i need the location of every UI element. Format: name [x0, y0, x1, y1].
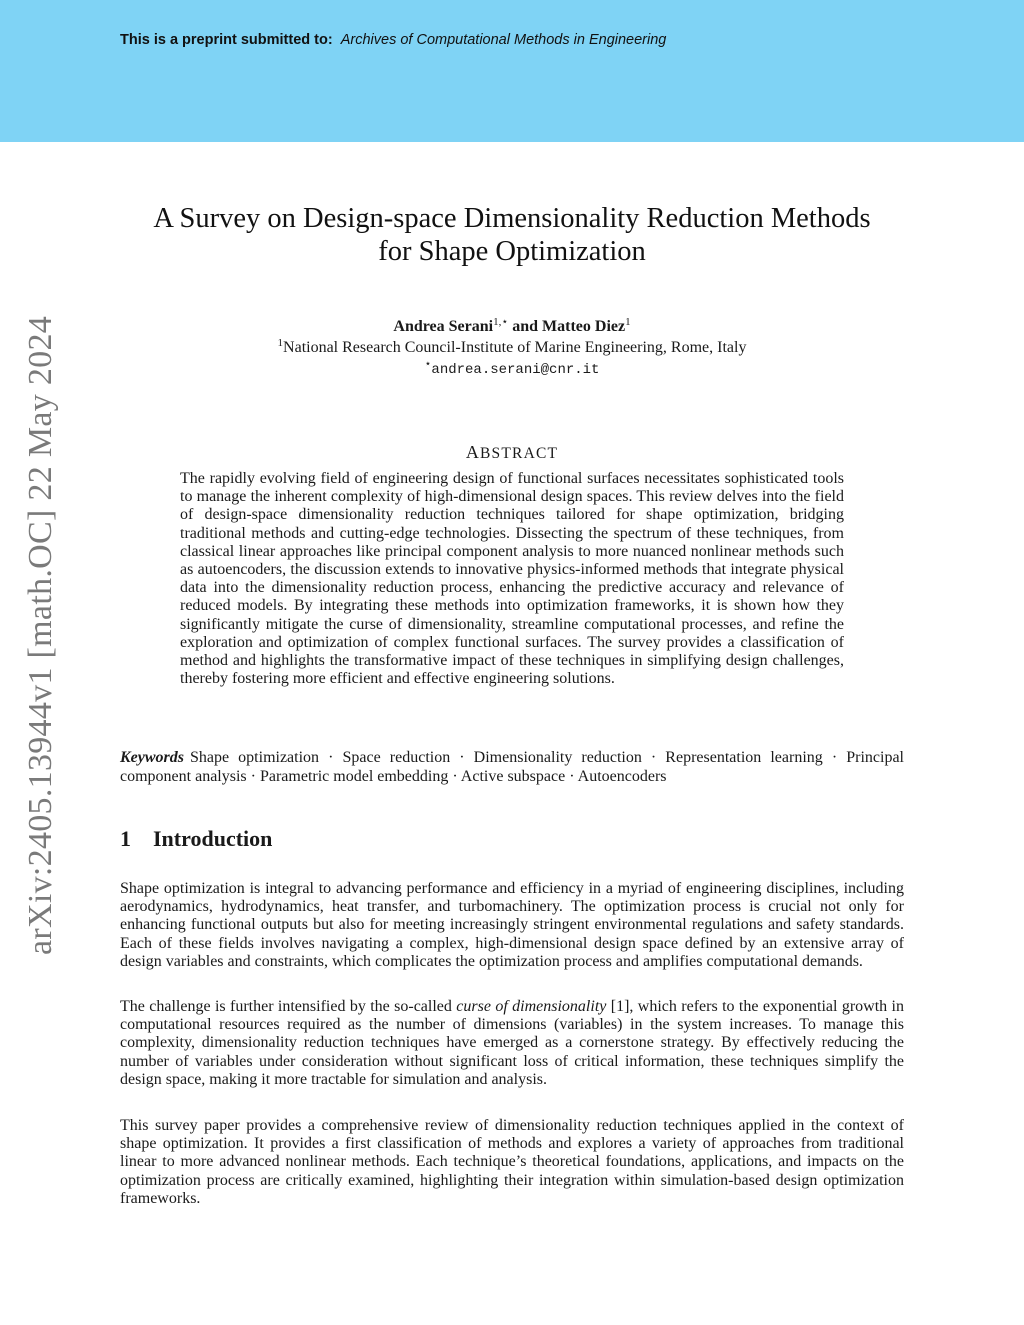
title-line-1: A Survey on Design-space Dimensionality Reduction Methods [153, 203, 871, 234]
author-2-affiliation-mark: 1 [625, 316, 631, 328]
abstract-text: The rapidly evolving field of engineering design of functional surfaces necessitates sophisticated tools to manage the inherent complexity of high-dimensional design spaces. This review delves into the field of design-space dimensionality reduction techniques tailored for shape optimization, bridging traditional methods and cutting-edge technologies. Dissecting the spectrum of these techniques, from classical linear approaches like principal component analysis to more nuanced nonlinear methods such as autoencoders, the discussion extends to innovative physics-informed methods that integrate physical data into the dimensionality reduction process, enhancing the predictive accuracy and relevance of reduced models. By integrating these methods into optimization frameworks, it is shown how they significantly mitigate the curse of dimensionality, streamline computational processes, and refine the exploration and optimization of complex functional surfaces. The survey provides a classification of method and highlights the transformative impact of these techniques in simplifying design challenges, thereby fostering more efficient and effective engineering solutions. [180, 470, 844, 688]
author-conjunction: and [508, 318, 543, 335]
affiliation-text: National Research Council-Institute of Marine Engineering, Rome, Italy [283, 339, 747, 356]
author-block [120, 316, 904, 381]
author-1-affiliation-mark: 1,⋆ [493, 316, 509, 328]
intro-paragraph-3: This survey paper provides a comprehensive review of dimensionality reduction techniques applied in the context of shape optimization. It provides a first classification of methods and explores a variety of approaches from traditional linear to more advanced nonlinear methods. Each technique’s theoretical foundations, applications, and impacts on the optimization process are critically examined, highlighting their integration within simulation-based design optimization frameworks. [120, 1117, 904, 1207]
intro-paragraph-2-end: [1], which refers to the exponential growth in computational resources required as the number of dimensions (variables) in the system increases. To manage this complexity, dimensionality reduction techniques have emerged as a cornerstone strategy. By effectively reducing the number of variables under consideration without significant loss of critical information, these techniques simplify the design space, making it more tractable for simulation and analysis. [120, 998, 904, 1088]
preprint-banner [0, 0, 1024, 142]
section-number: 1 [120, 826, 131, 851]
keywords-label: Keywords [120, 749, 184, 766]
journal-name: Archives of Computational Methods in Engineering [340, 32, 667, 48]
section-title: Introduction [153, 826, 273, 851]
affiliation [120, 337, 904, 358]
abstract-heading-initial: A [465, 442, 481, 462]
curse-of-dimensionality-term: curse of dimensionality [456, 998, 607, 1015]
preprint-notice [120, 32, 666, 48]
arxiv-identifier: arXiv:2405.13944v1 [math.OC] 22 May 2024 [22, 315, 59, 955]
author-1: Andrea Serani [393, 318, 494, 335]
abstract-heading-rest: BSTRACT [480, 445, 559, 462]
contact-email [120, 358, 904, 381]
intro-paragraph-1: Shape optimization is integral to advancing performance and efficiency in a myriad of engineering disciplines, including aerodynamics, hydrodynamics, heat transfer, and turbomachinery. The optimization process is crucial not only for enhancing functional outputs but also for meeting increasingly stringent environmental regulations and safety standards. Each of these fields involves navigating a complex, high-dimensional design space defined by an extensive array of design variables and constraints, which complicates the optimization process and amplifies computational demands. [120, 880, 904, 970]
title-line-2: for Shape Optimization [378, 236, 646, 267]
section-heading-introduction [120, 826, 272, 852]
author-2: Matteo Diez [542, 318, 626, 335]
paper-title [110, 202, 914, 268]
affiliation-mark: 1 [277, 337, 284, 349]
intro-paragraph-2-start: The challenge is further intensified by the so-called [120, 998, 457, 1015]
email-address: andrea.serani@cnr.it [431, 362, 600, 378]
author-names [120, 316, 904, 337]
keywords-list: Shape optimization · Space reduction · Dimensionality reduction · Representation learning · Principal component analysis · Parametric model embedding · Active subspace · Autoencoders [120, 749, 904, 785]
preprint-label: This is a preprint submitted to: [120, 32, 333, 48]
intro-paragraph-2 [120, 998, 904, 1089]
abstract-heading [120, 442, 904, 463]
keywords [120, 748, 904, 786]
email-mark: ⋆ [424, 358, 432, 370]
